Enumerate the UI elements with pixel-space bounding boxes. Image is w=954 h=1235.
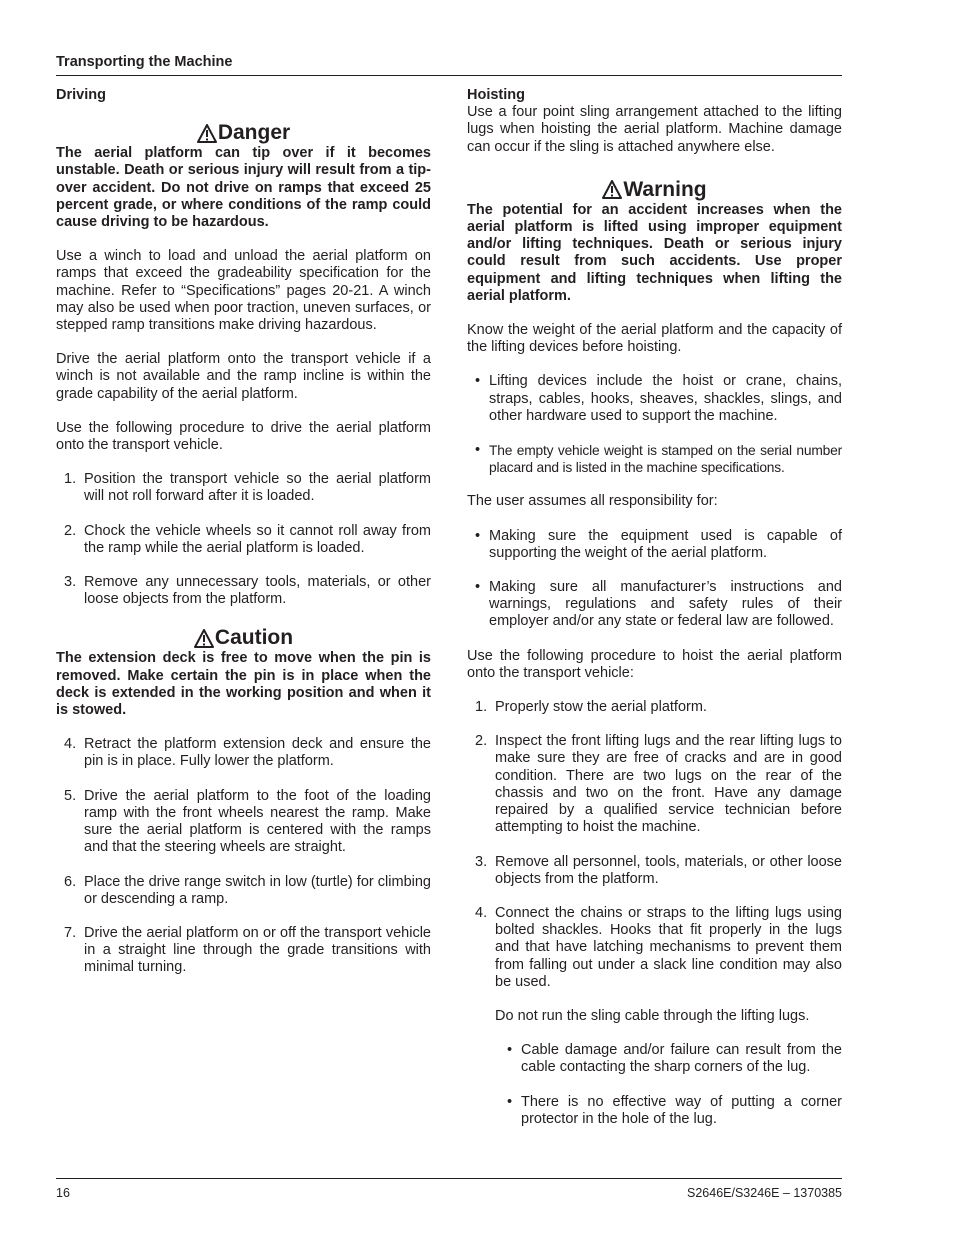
step-text: Drive the aerial platform to the foot of the loading ramp with the front wheels nearest the ramp. Make sure the aerial platform is centered with the ramps and that the steering wheels are straight. <box>84 787 431 856</box>
bullet-glyph: • <box>475 527 481 544</box>
step-number: 2. <box>64 522 77 539</box>
step-text: Remove any unnecessary tools, materials, or other loose objects from the platform. <box>84 574 431 608</box>
list-item <box>467 733 842 836</box>
warning-heading <box>467 178 842 202</box>
step-text: Position the transport vehicle so the aerial platform will not roll forward after it is loaded. <box>84 471 431 505</box>
step-number: 6. <box>64 873 77 890</box>
left-column <box>56 87 431 977</box>
step-number: 5. <box>64 787 77 804</box>
paragraph: Use the following procedure to hoist the aerial platform onto the transport vehicle: <box>467 647 842 681</box>
list-item <box>467 854 842 888</box>
step-text: Drive the aerial platform on or off the transport vehicle in a straight line through the grade transitions with minimal turning. <box>84 924 431 976</box>
step-text: Properly stow the aerial platform. <box>495 699 707 716</box>
section-title: Transporting the Machine <box>56 54 233 70</box>
step-number: 4. <box>64 736 77 753</box>
step-number: 4. <box>475 904 488 921</box>
step-text: Chock the vehicle wheels so it cannot roll away from the ramp while the aerial platform is loaded. <box>84 522 431 556</box>
note-text: Do not run the sling cable through the lifting lugs. <box>495 1007 810 1024</box>
step-text: Connect the chains or straps to the lifting lugs using bolted shackles. Hooks that fit properly in the lugs and that have latching mechanisms to prevent them from falling out under a slack line condition may also be used. <box>495 904 842 990</box>
warning-triangle-icon <box>197 124 217 143</box>
page-header <box>56 54 842 76</box>
bullet-text: Making sure the equipment used is capable of supporting the weight of the aerial platform. <box>489 527 842 561</box>
step-number: 3. <box>64 574 77 591</box>
caution-title: Caution <box>214 626 294 650</box>
driving-heading: Driving <box>56 87 106 103</box>
paragraph: Use a four point sling arrangement attached to the lifting lugs when hoisting the aerial platform. Machine damage can occur if the sling is attached anywhere else. <box>467 104 842 155</box>
list-item <box>56 471 431 505</box>
list-item <box>56 574 431 608</box>
warning-triangle-icon <box>194 629 214 648</box>
footer-divider <box>56 1178 842 1179</box>
warning-triangle-icon <box>602 180 622 199</box>
list-item <box>56 788 431 857</box>
bullet-glyph: • <box>475 373 481 390</box>
bullet-text: There is no effective way of putting a corner protector in the hole of the lug. <box>521 1093 842 1127</box>
step-text: Retract the platform extension deck and ensure the pin is in place. Fully lower the platform. <box>84 736 431 770</box>
right-column <box>467 87 842 1128</box>
paragraph: The user assumes all responsibility for: <box>467 493 718 510</box>
step-number: 7. <box>64 924 77 941</box>
bullet-text: Cable damage and/or failure can result from the cable contacting the sharp corners of the lug. <box>521 1042 842 1076</box>
list-item <box>56 523 431 557</box>
list-item <box>56 925 431 977</box>
step-text: Remove all personnel, tools, materials, or other loose objects from the platform. <box>495 853 842 887</box>
list-item <box>467 442 842 476</box>
step-number: 1. <box>64 471 77 488</box>
list-item <box>56 736 431 770</box>
warning-text: The potential for an accident increases when the aerial platform is lifted using improper equipment and/or lifting techniques. Death or serious injury could result from such accidents. Use proper equipment and lifting techniques when lifting the aerial platform. <box>467 201 842 304</box>
list-item <box>467 1042 842 1076</box>
list-item <box>467 528 842 562</box>
list-item <box>467 905 842 991</box>
bullet-glyph: • <box>475 579 481 596</box>
list-item <box>467 579 842 631</box>
warning-title: Warning <box>623 177 707 201</box>
caution-heading <box>56 626 431 650</box>
step-number: 2. <box>475 733 488 750</box>
paragraph: Use the following procedure to drive the aerial platform onto the transport vehicle. <box>56 419 431 454</box>
list-item <box>467 373 842 425</box>
bullet-text: Making sure all manufacturer’s instructions and warnings, regulations and safety rules of their employer and/or any state or federal law are followed. <box>489 579 842 630</box>
bullet-text: Lifting devices include the hoist or crane, chains, straps, cables, hooks, sheaves, shackles, slings, and other hardware used to support the machine. <box>489 373 842 424</box>
bullet-glyph: • <box>507 1042 513 1059</box>
step-number: 3. <box>475 853 488 870</box>
step-text: Inspect the front lifting lugs and the rear lifting lugs to make sure they are free of cracks and are in good condition. There are two lugs on the rear of the chassis and two on the front. Have any damage repaired by a qualified service technician before attempting to hoist the machine. <box>495 733 842 836</box>
document-id: S2646E/S3246E – 1370385 <box>687 1186 842 1200</box>
hoisting-heading: Hoisting <box>467 87 525 103</box>
list-item <box>467 1094 842 1128</box>
danger-text: The aerial platform can tip over if it becomes unstable. Death or serious injury will result from a tip-over accident. Do not drive on ramps that exceed 25 percent grade, or where conditions of the ramp could cause driving to be hazardous. <box>56 145 431 231</box>
paragraph: Use a winch to load and unload the aerial platform on ramps that exceed the gradeability specification for the machine. Refer to “Specifications” pages 20-21. A winch may also be used when poor traction, uneven surfaces, or stepped ramp transitions make driving hazardous. <box>56 248 431 334</box>
list-item <box>467 699 842 716</box>
danger-title: Danger <box>217 121 291 145</box>
page-number: 16 <box>56 1186 70 1200</box>
list-item <box>56 874 431 908</box>
bullet-glyph: • <box>475 442 481 459</box>
bullet-glyph: • <box>507 1093 513 1110</box>
step-number: 1. <box>475 699 488 716</box>
paragraph: Drive the aerial platform onto the transport vehicle if a winch is not available and the ramp incline is within the grade capability of the aerial platform. <box>56 351 431 402</box>
caution-text: The extension deck is free to move when the pin is removed. Make certain the pin is in place when the deck is extended in the working position and when it is stowed. <box>56 650 431 719</box>
danger-heading <box>56 121 431 145</box>
bullet-text: The empty vehicle weight is stamped on the serial number placard and is listed in the machine specifications. <box>489 443 842 476</box>
step-text: Place the drive range switch in low (turtle) for climbing or descending a ramp. <box>84 873 431 907</box>
paragraph: Know the weight of the aerial platform and the capacity of the lifting devices before hoisting. <box>467 322 842 356</box>
